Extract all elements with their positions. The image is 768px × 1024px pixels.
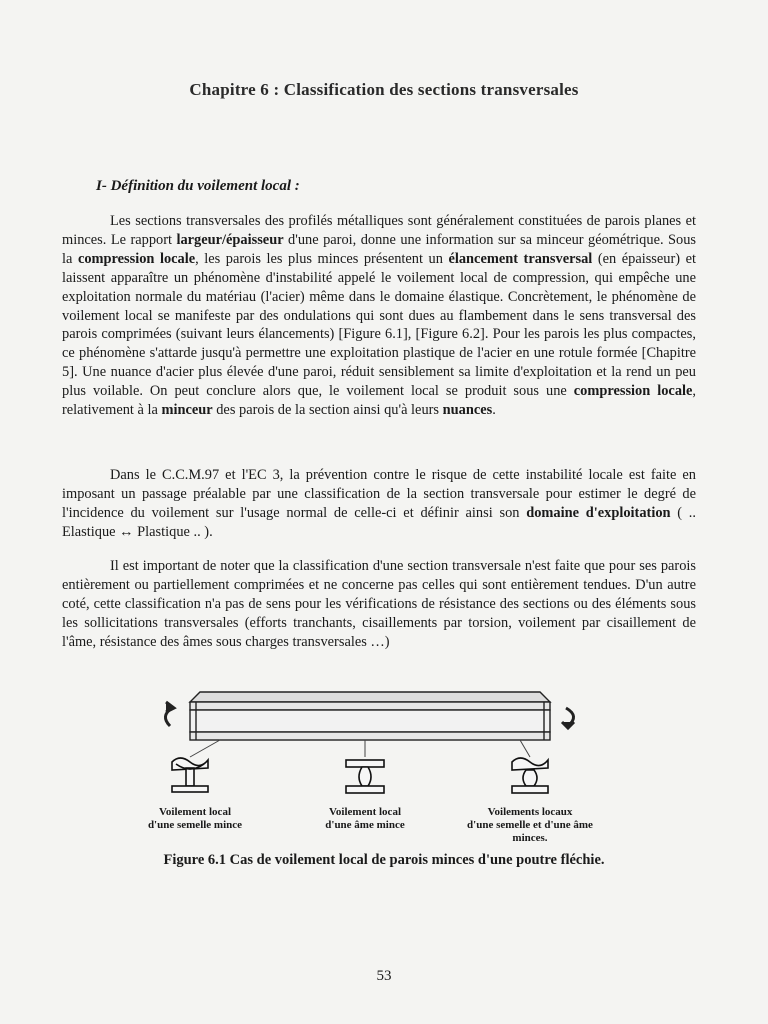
label-flange-buckling: Voilement local d'une semelle mince [147,806,243,831]
section-flange-buckling-icon [172,758,208,792]
section-flange-web-buckling-icon [512,758,548,793]
label-flange-web-buckling: Voilements locaux d'une semelle et d'une âme minces. [467,806,593,844]
figure-caption: Figure 6.1 Cas de voilement local de parois minces d'une poutre fléchie. [163,852,605,868]
chapter-title: Chapitre 6 : Classification des sections transversales [189,80,579,99]
paragraph-regulation: Dans le C.C.M.97 et l'EC 3, la prévention contre le risque de cette instabilité locale est faite en imposant un passage préalable par une classification de la section transversale pour estimer le degré de l'incidence du voilement sur l'usage normal de celle-ci et définir ainsi son domaine d'exploitation ( .. Elastique ↔ Plastique .. ). [62,467,697,540]
label-web-buckling: Voilement local d'une âme mince [325,806,405,831]
paragraph-classification-note: Il est important de noter que la classification d'une section transversale n'est faite que pour ses parois entièrement ou partiellement comprimées et ne concerne pas celles qui sont entièrement tendues. D'un autre coté, cette classification n'a pas de sens pour les vérifications de résistance des sections ou des éléments sous les sollicitations transversales (efforts tranchants, cisaillements par torsion, voilement par cisaillement de l'âme, résistance des âmes sous charges transversales …) [62,558,696,650]
moment-arrow-right-icon [562,708,574,728]
paragraph-definition: Les sections transversales des profilés métalliques sont généralement constituées de parois planes et minces. Le rapport largeur/épaisseur d'une paroi, donne une information sur sa minceur géométrique. Sous la compression locale, les parois les plus minces présentent un élancement transversal (en épaisseur) et laissent apparaître un phénomène d'instabilité appelé le voilement local de compression, qui empêche une exploitation normale du matériau (l'acier) même dans le domaine élastique. Concrètement, le phénomène de voilement local se manifeste par des ondulations qui sont dues au flambement dans le sens transversal des parois comprimées (suivant leurs élancements) [Figure 6.1], [Figure 6.2]. Pour les parois les plus compactes, ce phénomène s'attarde jusqu'à permettre une exploitation plastique de l'acier en une rotule formée [Chapitre 5]. Une nuance d'acier plus élevée d'une paroi, réduit sensiblement sa limite d'exploitation et la rend un peu plus voilable. On peut conclure alors que, le voilement local se produit sous une compression locale, relativement à la minceur des parois de la section ainsi qu'à leurs nuances. [62,213,697,419]
beam [190,692,550,740]
figure-local-buckling [110,682,650,852]
section-heading: I- Définition du voilement local : [96,178,300,194]
section-web-buckling-icon [346,760,384,793]
moment-arrow-left-icon [165,702,174,726]
page-number: 53 [376,968,392,984]
